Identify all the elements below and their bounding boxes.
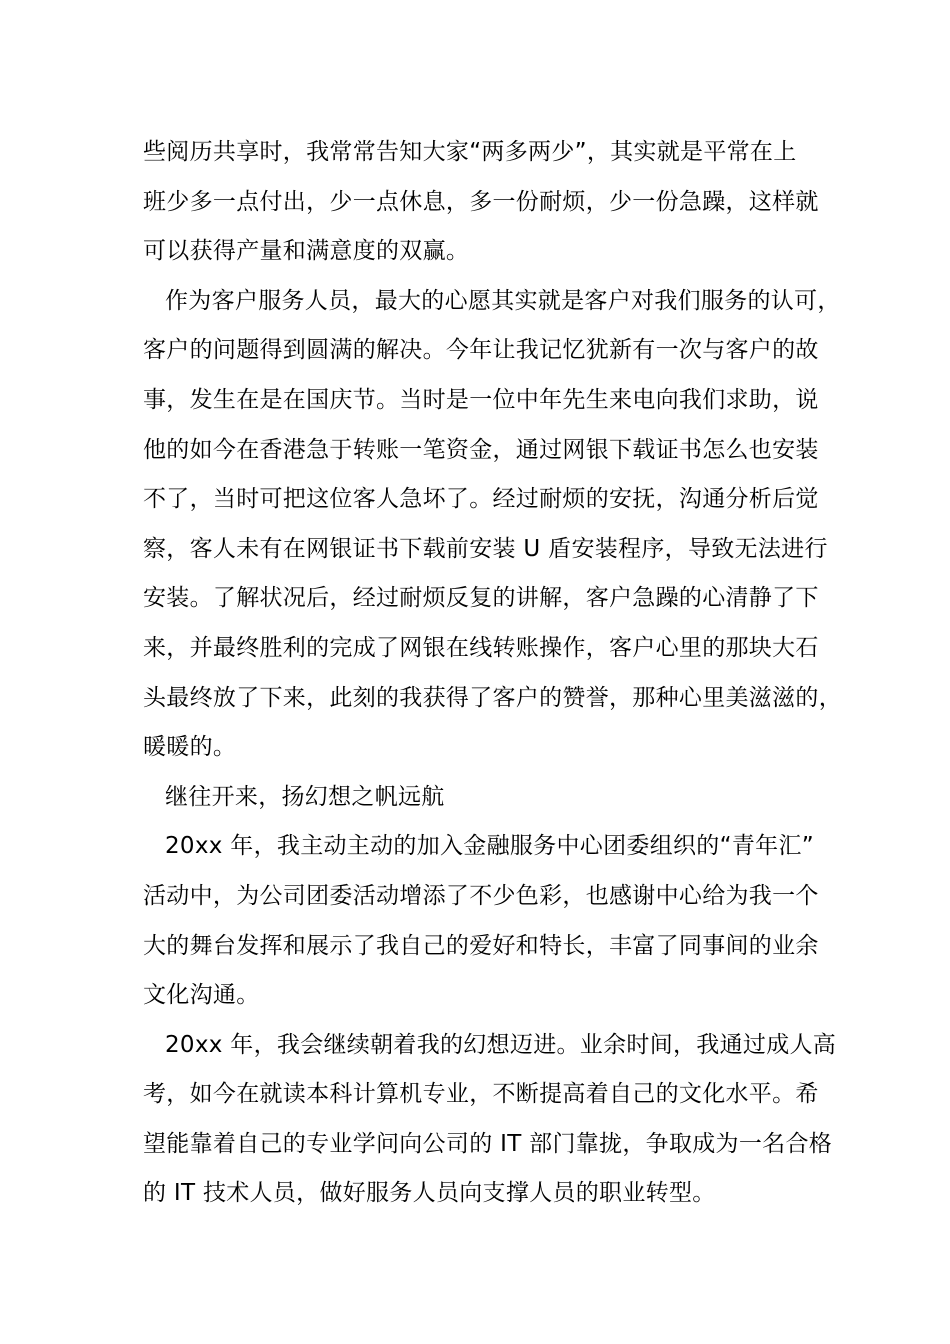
paragraph-start-line: 20xx 年，我主动主动的加入金融服务中心团委组织的“青年汇” [165,833,814,860]
text-line: 事，发生在是在国庆节。当时是一位中年先生来电向我们求助，说 [143,386,819,413]
text-line: 文化沟通。 [143,982,260,1009]
text-line: 安装。了解状况后，经过耐烦反复的讲解，客户急躁的心清静了下 [143,585,819,612]
text-line: 暖暖的。 [143,734,237,761]
text-line: 考，如今在就读本科计算机专业，不断提高着自己的文化水平。希 [143,1081,819,1108]
text-line: 他的如今在香港急于转账一笔资金，通过网银下载证书怎么也安装 [143,436,819,463]
text-line: 大的舞台发挥和展示了我自己的爱好和特长，丰富了同事间的业余 [143,932,819,959]
text-line: 头最终放了下来，此刻的我获得了客户的赞誉，那种心里美滋滋的， [143,684,842,711]
paragraph-start-line: 作为客户服务人员，最大的心愿其实就是客户对我们服务的认可， [165,287,841,314]
text-line: 班少多一点付出，少一点休息，多一份耐烦，少一份急躁，这样就 [143,188,819,215]
text-line: 察，客人未有在网银证书下载前安装 U 盾安装程序，导致无法进行 [143,535,828,562]
text-line: 活动中，为公司团委活动增添了不少色彩，也感谢中心给为我一个 [143,882,819,909]
paragraph-start-line: 20xx 年，我会继续朝着我的幻想迈进。业余时间，我通过成人高 [165,1031,837,1058]
section-heading: 继往开来，扬幻想之帆远航 [165,783,445,810]
text-line: 客户的问题得到圆满的解决。今年让我记忆犹新有一次与客户的故 [143,337,819,364]
text-line: 来，并最终胜利的完成了网银在线转账操作，客户心里的那块大石 [143,634,819,661]
text-line: 不了，当时可把这位客人急坏了。经过耐烦的安抚，沟通分析后觉 [143,486,819,513]
text-line: 望能靠着自己的专业学问向公司的 IT 部门靠拢，争取成为一名合格 [143,1130,833,1157]
text-line: 些阅历共享时，我常常告知大家“两多两少”，其实就是平常在上 [143,139,797,165]
document-body [143,128,843,1219]
text-line: 可以获得产量和满意度的双赢。 [143,238,470,265]
text-line: 的 IT 技术人员，做好服务人员向支撑人员的职业转型。 [143,1180,716,1207]
